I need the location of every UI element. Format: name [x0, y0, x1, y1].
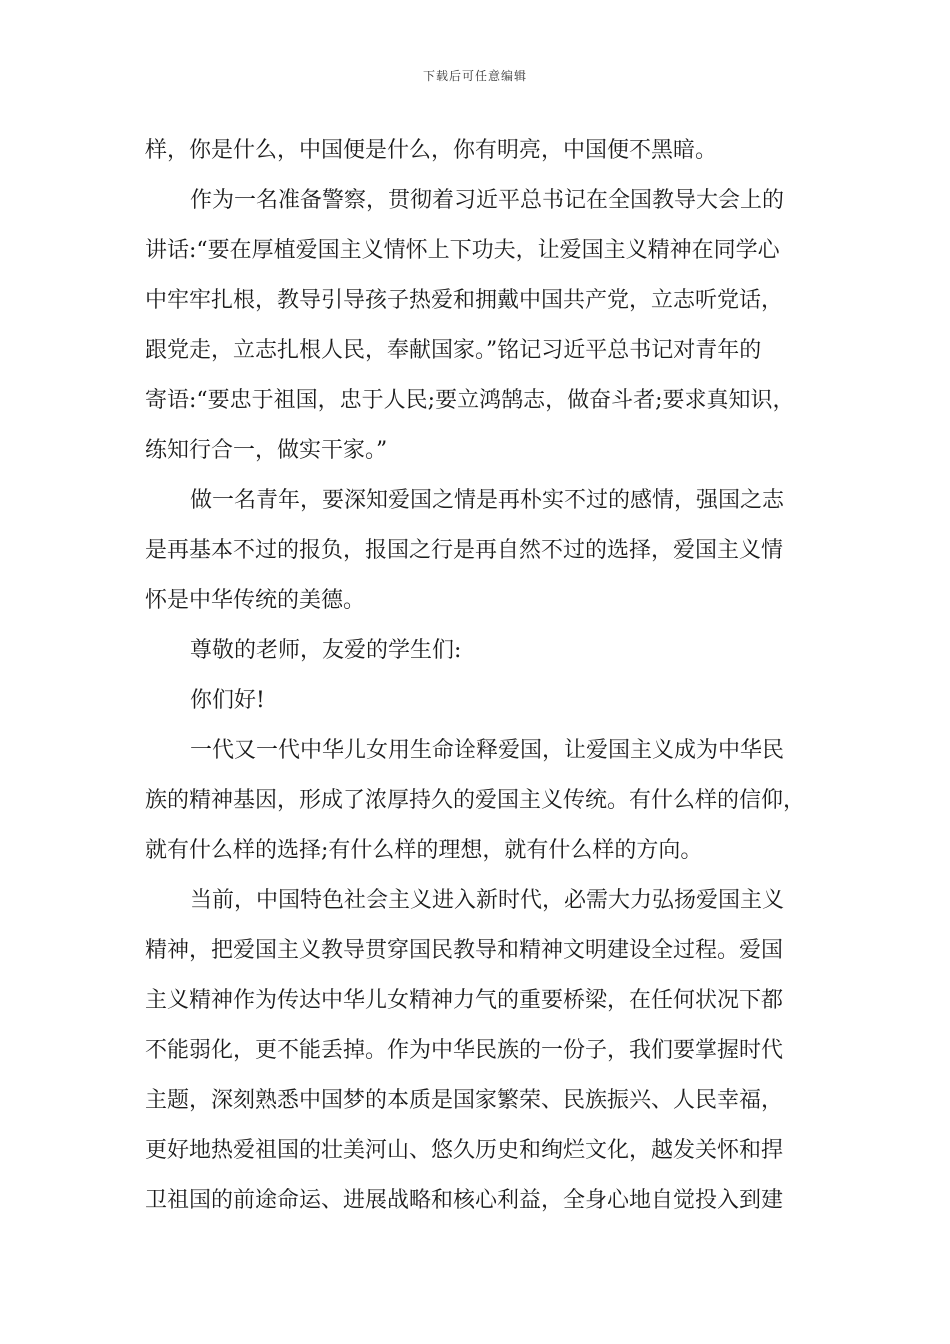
paragraph-line: 主题，深刻熟悉中国梦的本质是国家繁荣、民族振兴、人民幸福， [145, 1088, 784, 1113]
paragraph-line: 寄语:“要忠于祖国，忠于人民;要立鸿鹄志，做奋斗者;要求真知识， [145, 388, 795, 413]
paragraph-line: 当前，中国特色社会主义进入新时代，必需大力弘扬爱国主义 [190, 888, 785, 913]
paragraph-line: 怀是中华传统的美德。 [145, 588, 366, 613]
paragraph-line: 不能弱化，更不能丢掉。作为中华民族的一份子，我们要掌握时代 [145, 1038, 784, 1063]
paragraph-line: 精神，把爱国主义教导贯穿国民教导和精神文明建设全过程。爱国 [145, 938, 784, 963]
paragraph-line: 主义精神作为传达中华儿女精神力气的重要桥梁，在任何状况下都 [145, 988, 784, 1013]
page-header-note: 下载后可任意编辑 [422, 69, 527, 83]
paragraph-line: 样，你是什么，中国便是什么，你有明亮，中国便不黑暗。 [145, 138, 718, 163]
paragraph-line: 更好地热爱祖国的壮美河山、悠久历史和绚烂文化，越发关怀和捍 [145, 1138, 784, 1163]
paragraph-line: 族的精神基因，形成了浓厚持久的爱国主义传统。有什么样的信仰， [145, 788, 806, 813]
paragraph-line: 做一名青年，要深知爱国之情是再朴实不过的感情，强国之志 [190, 488, 785, 513]
paragraph-line: 练知行合一，做实干家。” [145, 438, 388, 463]
salutation-line: 尊敬的老师，友爱的学生们: [190, 638, 462, 663]
paragraph-line: 卫祖国的前途命运、进展战略和核心利益，全身心地自觉投入到建 [145, 1188, 784, 1213]
paragraph-line: 是再基本不过的报负，报国之行是再自然不过的选择，爱国主义情 [145, 538, 784, 563]
paragraph-line: 就有什么样的选择;有什么样的理想，就有什么样的方向。 [145, 838, 703, 863]
paragraph-line: 作为一名准备警察，贯彻着习近平总书记在全国教导大会上的 [190, 188, 785, 213]
paragraph-line: 跟党走，立志扎根人民，奉献国家。”铭记习近平总书记对青年的 [145, 338, 762, 363]
paragraph-line: 中牢牢扎根，教导引导孩子热爱和拥戴中国共产党，立志听党话， [145, 288, 784, 313]
paragraph-line: 一代又一代中华儿女用生命诠释爱国，让爱国主义成为中华民 [190, 738, 785, 763]
paragraph-line: 讲话:“要在厚植爱国主义情怀上下功夫，让爱国主义精神在同学心 [145, 238, 780, 263]
greeting-line: 你们好! [190, 688, 265, 713]
